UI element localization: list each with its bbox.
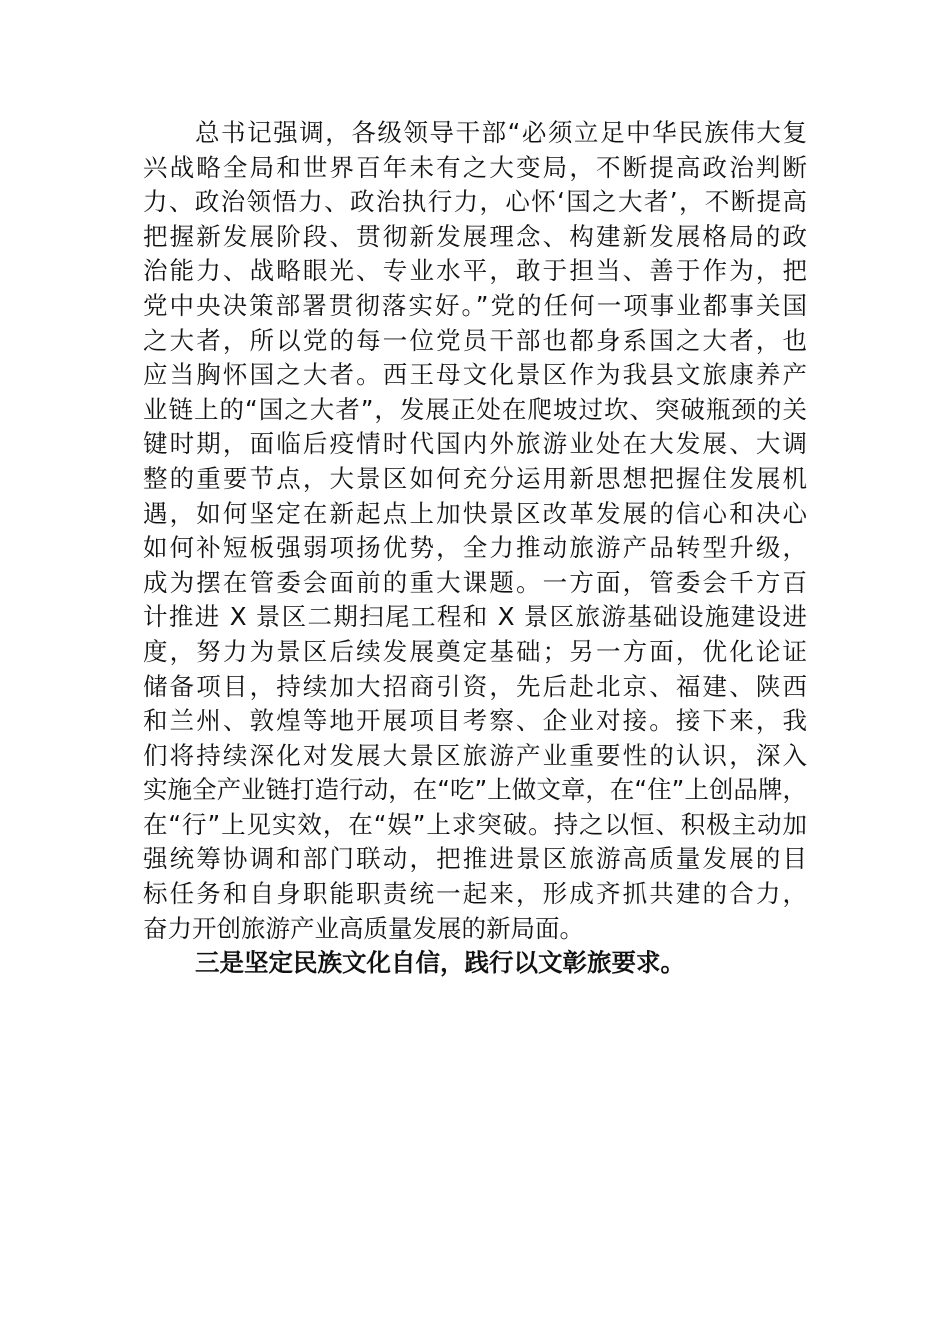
paragraph-line: 整的重要节点，大景区如何充分运用新思想把握住发展机 (143, 463, 807, 493)
paragraph-line: 强统筹协调和部门联动，把推进景区旅游高质量发展的目 (143, 844, 807, 874)
paragraph-line: 如何补短板强弱项扬优势，全力推动旅游产品转型升级， (143, 533, 807, 563)
paragraph-line: 力、政治领悟力、政治执行力，心怀‘国之大者’，不断提高 (143, 187, 807, 217)
paragraph-line: 储备项目，持续加大招商引资，先后赴北京、福建、陕西 (143, 671, 807, 701)
section-heading: 三是坚定民族文化自信，践行以文彰旅要求。 (195, 948, 685, 978)
paragraph-line: 键时期，面临后疫情时代国内外旅游业处在大发展、大调 (143, 429, 807, 459)
paragraph-line: 标任务和自身职能职责统一起来，形成齐抓共建的合力， (143, 879, 807, 909)
paragraph-line: 在“行”上见实效，在“娱”上求突破。持之以恒、积极主动加 (143, 809, 807, 839)
paragraph-line: 治能力、战略眼光、专业水平，敢于担当、善于作为，把 (143, 256, 807, 286)
paragraph-line: 把握新发展阶段、贯彻新发展理念、构建新发展格局的政 (143, 221, 807, 251)
paragraph-line: 党中央决策部署贯彻落实好。”党的任何一项事业都事关国 (143, 290, 807, 320)
paragraph-line: 和兰州、敦煌等地开展项目考察、企业对接。接下来，我 (143, 706, 807, 736)
paragraph-line: 遇，如何坚定在新起点上加快景区改革发展的信心和决心 (143, 498, 807, 528)
paragraph-line: 总书记强调，各级领导干部“必须立足中华民族伟大复 (195, 118, 807, 147)
paragraph-line: 们将持续深化对发展大景区旅游产业重要性的认识，深入 (143, 740, 807, 770)
paragraph-1 (143, 116, 807, 946)
paragraph-line: 之大者，所以党的每一位党员干部也都身系国之大者，也 (143, 325, 807, 355)
document-body (143, 116, 807, 981)
paragraph-line: 度，努力为景区后续发展奠定基础；另一方面，优化论证 (143, 636, 807, 666)
paragraph-line: 实施全产业链打造行动，在“吃”上做文章，在“住”上创品牌， (143, 775, 807, 805)
paragraph-line: 兴战略全局和世界百年未有之大变局，不断提高政治判断 (143, 152, 807, 182)
paragraph-line: 业链上的“国之大者”，发展正处在爬坡过坎、突破瓶颈的关 (143, 394, 807, 424)
paragraph-line: 奋力开创旅游产业高质量发展的新局面。 (143, 913, 584, 943)
paragraph-line: 计推进 X 景区二期扫尾工程和 X 景区旅游基础设施建设进 (143, 602, 807, 632)
paragraph-line: 应当胸怀国之大者。西王母文化景区作为我县文旅康养产 (143, 360, 807, 390)
paragraph-line: 成为摆在管委会面前的重大课题。一方面，管委会千方百 (143, 567, 807, 597)
